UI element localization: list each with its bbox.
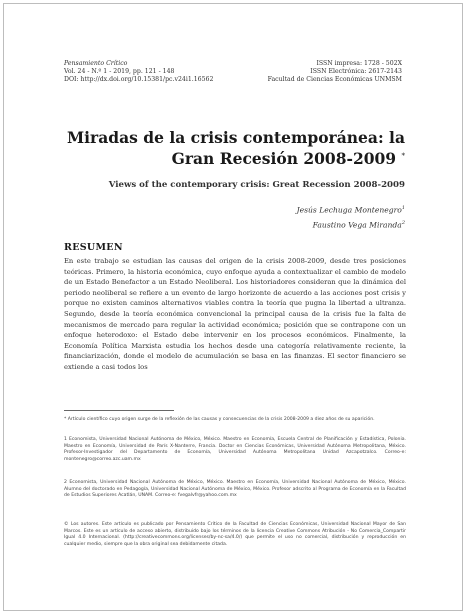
abstract-heading: RESUMEN: [64, 242, 123, 253]
issn-print: ISSN impresa: 1728 - 502X: [316, 60, 402, 67]
doi-line[interactable]: DOI: http://dx.doi.org/10.15381/pc.v24i1.16562: [64, 76, 214, 84]
title-footnote-mark[interactable]: *: [401, 152, 405, 160]
faculty-name: Facultad de Ciencias Económicas UNMSM: [267, 76, 402, 84]
footnote-divider: [64, 410, 174, 411]
article-subtitle: Views of the contemporary crisis: Great Recession 2008-2009: [108, 180, 405, 190]
title-line-1: Miradas de la crisis contemporánea: la: [67, 128, 405, 147]
journal-header-right: [268, 60, 402, 85]
journal-page: [3, 3, 463, 611]
volume-line: Vol. 24 - N.º 1 - 2019, pp. 121 - 148: [64, 68, 175, 76]
footnote-1: 1 Economista, Universidad Nacional Autónoma de México, México. Maestro en Economía, Escuela Central de Planificación y Estadística, Polonia. Maestro en Economía, Universidad de París X-Nanterre, Francia. Doctor en Ciencias Económicas, Universidad Autónoma Metropolitana, México. Profesor-Investigador del Departamento de Economía, Universidad Autónoma Metropolitana Unidad Azcapotzalco. Correo-e: montenegro@correo.azc.uam.mx: [64, 437, 406, 462]
author-2: Faustino Vega Miranda: [312, 220, 402, 230]
article-title: [45, 128, 405, 168]
author-2-mark[interactable]: 2: [401, 219, 405, 226]
author-1-mark[interactable]: 1: [401, 205, 405, 211]
title-line-2: Gran Recesión 2008-2009: [171, 149, 397, 169]
footnote-2: 2 Economista, Universidad Nacional Autónoma de México, México. Maestro en Economía, Universidad Nacional Autónoma de México, México. Alumno del doctorado en Pedagogía, Universidad Nacional Autónoma de México, México. Profesor adscrito al Programa de Economía en la Facultad de Estudios Superiores Acatlán, UNAM. Correo-e: fvegalvfr@yahoo.com.mx: [64, 480, 406, 499]
abstract-text: En este trabajo se estudian las causas del origen de la crisis 2008-2009, desde tres posiciones teóricas. Primero, la historia económica, cuyo enfoque ayuda a contextualizar el cambio de modelo de un Estado Benefactor a un Estado Neoliberal. Los historiadores consideran que la dinámica del periodo neoliberal se refiere a un evento de largo horizonte de acuerdo a las acciones post crisis y porque no existen caminos alternativos viables contra la teoría que pugna la libertad a ultranza. Segundo, desde la teoría económica convencional la principal causa de la crisis fue la falta de mecanismos de mercado para regular la actividad económica; posición que se contrapone con un enfoque heterodoxo: el Estado debe intervenir en los procesos económicos. Finalmente, la Economía Política Marxista estudia los hechos desde una categoría relativamente reciente, la financiarización, donde el modelo de acumulación se basa en las finanzas. El sector financiero se extiende a casi todos los: [64, 257, 406, 371]
journal-name: Pensamiento Crítico: [64, 60, 128, 67]
journal-header-left: [64, 60, 213, 85]
issn-electronic: ISSN Electrónica: 2617-2143: [310, 68, 402, 76]
footnote-star: * Artículo científico cuyo origen surge de la reflexión de las causas y consecuencias de la crisis 2008-2009 a diez años de su aparición.: [64, 417, 375, 422]
author-1: Jesús Lechuga Montenegro: [296, 205, 402, 215]
license-note: © Los autores. Este artículo es publicado por Pensamiento Crítico de la Facultad de Ciencias Económicas, Universidad Nacional Mayor de San Marcos. Este es un artículo de acceso abierto, distribuido bajo los términos de la licencia Creative Commons Atribución - No Comercia_Compartir Igual 4.0 Internacional. (http://creativecommons.org/licenses/by-nc-sa/4.0/) que permite el uso no comercial, distribución y reproducción en cualquier medio, siempre que la obra original sea debidamente citada.: [64, 522, 406, 547]
author-list: [297, 202, 405, 231]
